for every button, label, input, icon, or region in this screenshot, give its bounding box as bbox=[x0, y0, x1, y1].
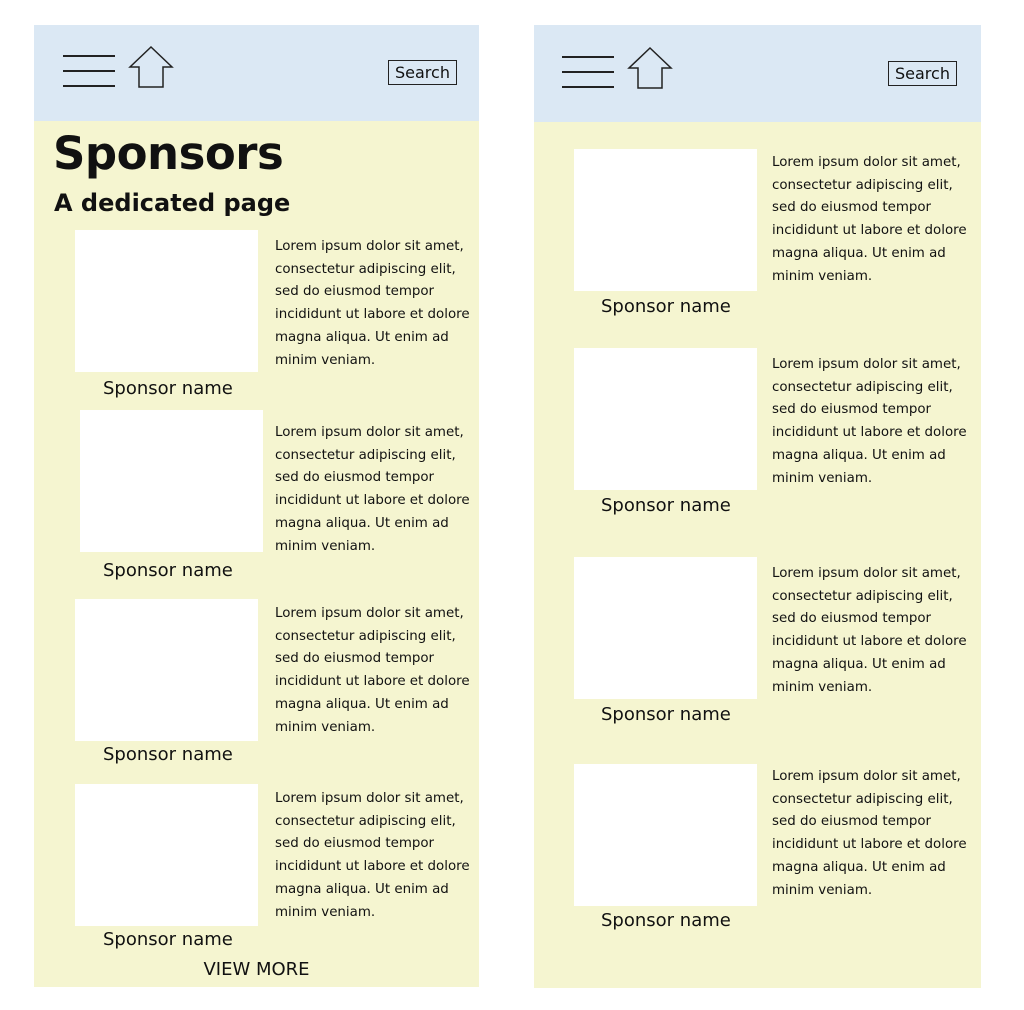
sponsor-image-placeholder bbox=[574, 149, 757, 291]
sponsor-description: Lorem ipsum dolor sit amet, consectetur adipiscing elit, sed do eiusmod tempor incididunt ut labore et dolore magna aliqua. Ut enim ad minim veniam. bbox=[772, 769, 967, 898]
top-bar bbox=[34, 25, 479, 121]
sponsor-image-placeholder bbox=[574, 557, 757, 699]
view-more-link[interactable]: VIEW MORE bbox=[203, 959, 310, 980]
page-subtitle: A dedicated page bbox=[54, 189, 291, 217]
sponsor-image-placeholder bbox=[80, 410, 263, 552]
sponsor-description: Lorem ipsum dolor sit amet, consectetur adipiscing elit, sed do eiusmod tempor incididunt ut labore et dolore magna aliqua. Ut enim ad minim veniam. bbox=[772, 155, 967, 284]
home-arrow-icon[interactable] bbox=[128, 45, 174, 89]
page-title: Sponsors bbox=[53, 127, 284, 180]
hamburger-menu-icon[interactable] bbox=[63, 53, 115, 89]
sponsor-name: Sponsor name bbox=[601, 495, 731, 516]
search-button[interactable]: Search bbox=[888, 61, 957, 86]
sponsor-image-placeholder bbox=[574, 764, 757, 906]
phone-screen-right bbox=[534, 25, 981, 988]
sponsor-image-placeholder bbox=[574, 348, 757, 490]
search-button[interactable]: Search bbox=[388, 60, 457, 85]
sponsor-description: Lorem ipsum dolor sit amet, consectetur adipiscing elit, sed do eiusmod tempor incididunt ut labore et dolore magna aliqua. Ut enim ad minim veniam. bbox=[772, 566, 967, 695]
sponsor-name: Sponsor name bbox=[601, 910, 731, 931]
sponsor-name: Sponsor name bbox=[103, 929, 233, 950]
sponsor-name: Sponsor name bbox=[103, 744, 233, 765]
hamburger-menu-icon[interactable] bbox=[562, 54, 614, 90]
sponsor-description: Lorem ipsum dolor sit amet, consectetur adipiscing elit, sed do eiusmod tempor incididunt ut labore et dolore magna aliqua. Ut enim ad minim veniam. bbox=[275, 425, 470, 554]
sponsor-name: Sponsor name bbox=[601, 704, 731, 725]
sponsor-description: Lorem ipsum dolor sit amet, consectetur adipiscing elit, sed do eiusmod tempor incididunt ut labore et dolore magna aliqua. Ut enim ad minim veniam. bbox=[275, 239, 470, 368]
sponsor-image-placeholder bbox=[75, 784, 258, 926]
sponsor-image-placeholder bbox=[75, 599, 258, 741]
phone-screen-left bbox=[34, 25, 479, 987]
home-arrow-icon[interactable] bbox=[627, 46, 673, 90]
sponsor-name: Sponsor name bbox=[103, 560, 233, 581]
sponsor-name: Sponsor name bbox=[601, 296, 731, 317]
sponsor-description: Lorem ipsum dolor sit amet, consectetur adipiscing elit, sed do eiusmod tempor incididunt ut labore et dolore magna aliqua. Ut enim ad minim veniam. bbox=[275, 606, 470, 735]
top-bar bbox=[534, 25, 981, 122]
sponsor-description: Lorem ipsum dolor sit amet, consectetur adipiscing elit, sed do eiusmod tempor incididunt ut labore et dolore magna aliqua. Ut enim ad minim veniam. bbox=[772, 357, 967, 486]
sponsor-image-placeholder bbox=[75, 230, 258, 372]
sponsor-description: Lorem ipsum dolor sit amet, consectetur adipiscing elit, sed do eiusmod tempor incididunt ut labore et dolore magna aliqua. Ut enim ad minim veniam. bbox=[275, 791, 470, 920]
sponsor-name: Sponsor name bbox=[103, 378, 233, 399]
